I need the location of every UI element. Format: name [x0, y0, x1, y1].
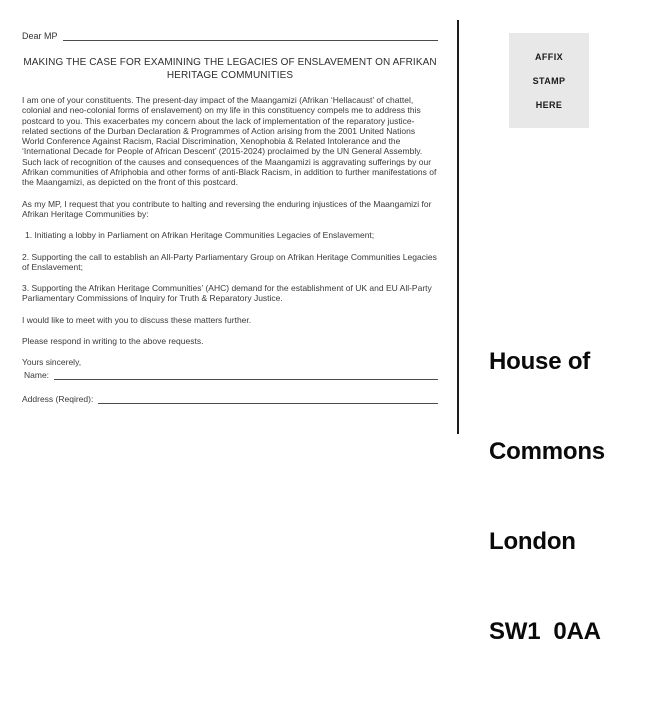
- message-area: [22, 30, 438, 404]
- mp-name-blank-line: [63, 30, 438, 41]
- destination-address: [489, 287, 605, 707]
- destination-address-line-1: House of: [489, 348, 591, 375]
- destination-address-line-4: SW1 0AA: [489, 618, 601, 645]
- affix-stamp-box: [509, 33, 589, 128]
- stamp-box-line-3: HERE: [535, 99, 563, 110]
- request-item-1: 1. Initiating a lobby in Parliament on Afrikan Heritage Communities Legacies of Enslavement;: [25, 230, 375, 241]
- salutation-label: Dear MP: [22, 31, 58, 41]
- intro-paragraph: I am one of your constituents. The present-day impact of the Maangamizi (Afrikan ‘Hellacaust’ of chattel, colonial and neo-colonial forms of enslavement) on my life in this constituency compels me to address this postcard to you. This exacerbates my concern about the lack of implementation of the reparatory justice-related sections of the Durban Declaration & Programmes of Action arising from the 2001 United Nations World Conference Against Racism, Racial Discrimination, Xenophobia & Related Intolerance and the ‘International Decade for People of African Descent’ (2015-2024) proclaimed by the UN General Assembly. Such lack of recognition of the causes and consequences of the Maangamizi is aggravating sufferings by our Afrikan communities of Afriphobia and other forms of anti-Black Racism, in addition to further manifestations of the Maangamizi, as depicted on the front of this postcard.: [22, 95, 437, 188]
- address-label: Address (Reqired):: [22, 393, 94, 404]
- request-lead-paragraph: As my MP, I request that you contribute to halting and reversing the enduring injustices of the Maangamizi for Afrikan Heritage Communities by:: [22, 198, 432, 219]
- name-field-row: [22, 369, 438, 380]
- salutation-row: [22, 30, 438, 41]
- request-item-2: 2. Supporting the call to establish an All-Party Parliamentary Group on Afrikan Heritage Communities Legacies of Enslavement;: [22, 251, 437, 272]
- destination-address-line-3: London: [489, 528, 576, 555]
- name-blank-line: [54, 369, 438, 380]
- address-side-divider-line: [457, 20, 459, 434]
- destination-address-line-2: Commons: [489, 438, 605, 465]
- meet-paragraph: I would like to meet with you to discuss these matters further.: [22, 314, 252, 325]
- request-item-3: 3. Supporting the Afrikan Heritage Communities’ (AHC) demand for the establishment of UK and EU All-Party Parliamentary Commissions of Inquiry for Truth & Reparatory Justice.: [22, 283, 432, 304]
- stamp-box-line-2: STAMP: [532, 75, 566, 86]
- signoff-text: Yours sincerely,: [22, 357, 82, 368]
- respond-paragraph: Please respond in writing to the above requests.: [22, 336, 204, 347]
- address-field-row: [22, 393, 438, 404]
- address-blank-line: [98, 393, 438, 404]
- postcard-title: MAKING THE CASE FOR EXAMINING THE LEGACIES OF ENSLAVEMENT ON AFRIKAN HERITAGE COMMUNITIES: [23, 57, 437, 81]
- name-label: Name:: [24, 369, 50, 380]
- stamp-box-line-1: AFFIX: [535, 51, 563, 62]
